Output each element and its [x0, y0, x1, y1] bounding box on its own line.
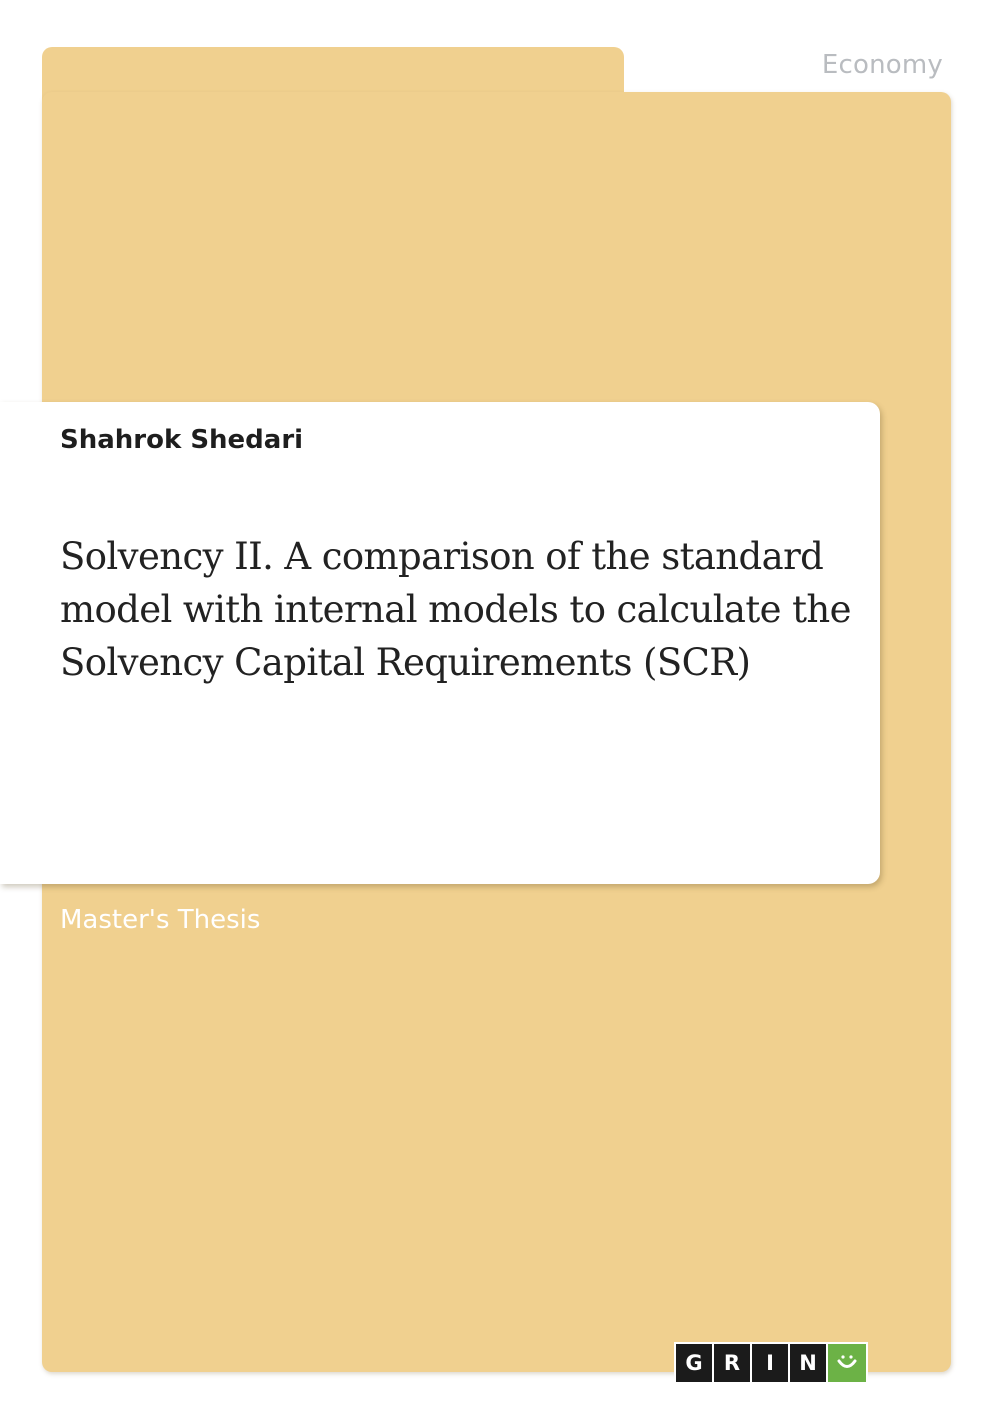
publisher-logo: [676, 1344, 866, 1382]
logo-letter-i: I: [752, 1344, 790, 1382]
book-title: Solvency II. A comparison of the standard model with internal models to calculate the Solvency Capital Requirements (SCR): [60, 535, 851, 684]
smiley-icon: [828, 1344, 866, 1382]
logo-letter-g: G: [676, 1344, 714, 1382]
category-label: Economy: [821, 50, 943, 80]
document-type: Master's Thesis: [60, 905, 261, 935]
logo-letter-n: N: [790, 1344, 828, 1382]
author-name: Shahrok Shedari: [60, 425, 304, 455]
logo-letter-r: R: [714, 1344, 752, 1382]
